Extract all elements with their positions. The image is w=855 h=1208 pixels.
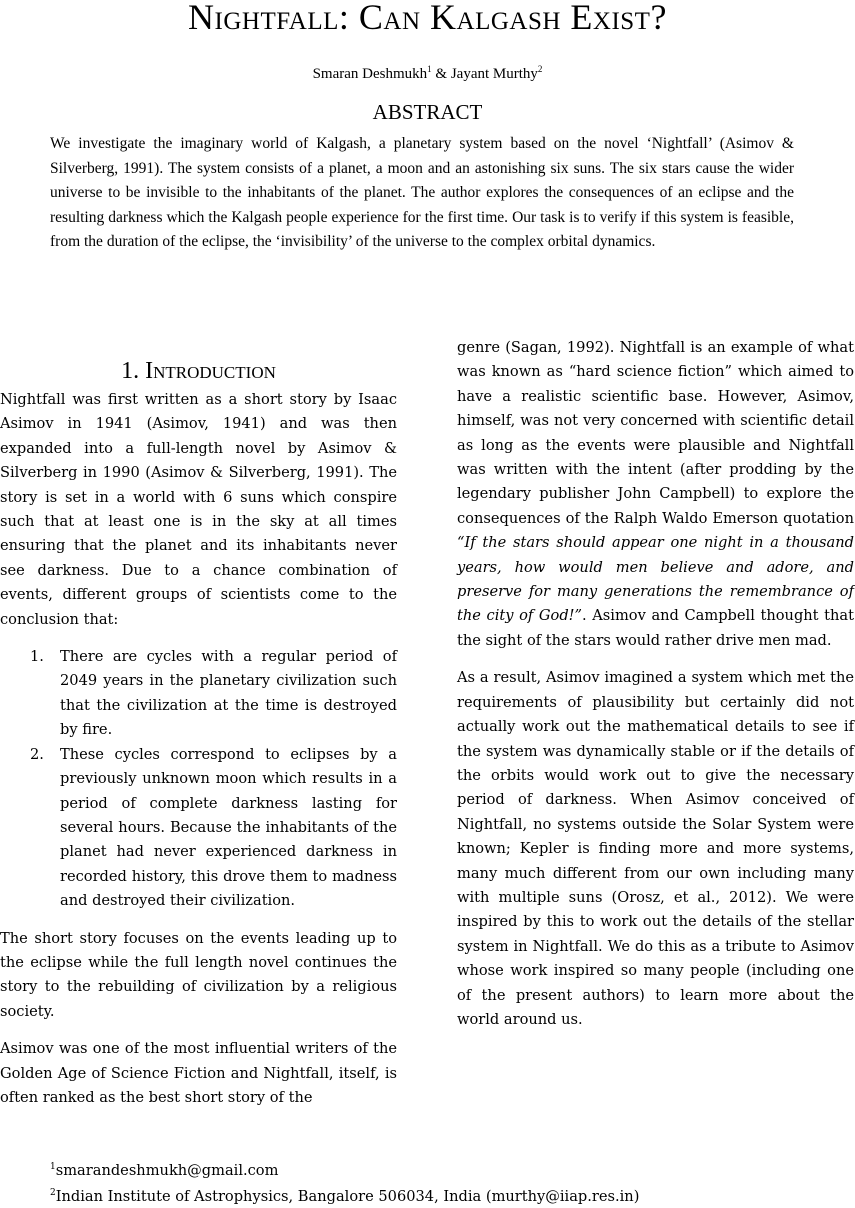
numbered-list (0, 645, 397, 913)
list-number: 1. (30, 648, 44, 666)
footnote-text: smarandeshmukh@gmail.com (55, 1161, 279, 1179)
author-name: Smaran Deshmukh (312, 66, 428, 82)
list-item (0, 645, 397, 743)
left-column (0, 356, 397, 1123)
footnote-marker: 2 (50, 1187, 56, 1198)
list-item-text: These cycles correspond to eclipses by a previously unknown moon which results in a period of complete darkness lasting for several hours. Because the inhabitants of the planet had never experienced darkness in recorded history, this drove them to madness and destroyed their civilization. (60, 745, 397, 910)
footnote (50, 1182, 639, 1208)
abstract-heading: ABSTRACT (372, 100, 483, 124)
paper-title: Nightfall: Can Kalgash Exist? (188, 0, 667, 37)
abstract-text: We investigate the imaginary world of Kalgash, a planetary system based on the novel ‘Nightfall’ (Asimov & Silverberg, 1991). The system consists of a planet, a moon and an astonishing six suns. The six stars cause the wider universe to be invisible to the inhabitants of the planet. The author explores the consequences of an eclipse and the resulting darkness which the Kalgash people experience for the first time. Our task is to verify if this system is feasible, from the duration of the eclipse, the ‘invisibility’ of the universe to the complex orbital dynamics. (50, 135, 794, 251)
emerson-quote: “If the stars should appear one night in a thousand years, how would men believe and adore, and preserve for many generations the remembrance of the city of God!” (457, 534, 854, 625)
paragraph: The short story focuses on the events leading up to the eclipse while the full length novel continues the story to the rebuilding of civilization by a religious society. (0, 929, 397, 1020)
affiliation-marker: 1 (427, 64, 432, 74)
paragraph: Nightfall was first written as a short story by Isaac Asimov in 1941 (Asimov, 1941) and was then expanded into a full-length novel by Asimov & Silverberg in 1990 (Asimov & Silverberg, 1991). The story is set in a world with 6 suns which conspire such that at least one is in the sky at all times ensuring that the planet and its inhabitants never see darkness. Due to a chance combination of events, different groups of scientists come to the conclusion that: (0, 391, 397, 628)
paragraph (457, 336, 854, 653)
footnote (50, 1156, 639, 1182)
footnote-text: Indian Institute of Astrophysics, Bangalore 506034, India (murthy@iiap.res.in) (55, 1187, 640, 1205)
author-separator: & (431, 66, 451, 82)
author-line (0, 64, 855, 83)
paragraph-text: genre (Sagan, 1992). Nightfall is an example of what was known as “hard science fiction” which aimed to have a realistic scientific base. However, Asimov, himself, was not very concerned with scientific detail as long as the events were plausible and Nightfall was written with the intent (after prodding by the legendary publisher John Campbell) to explore the consequences of the Ralph Waldo Emerson quotation (457, 339, 854, 527)
paragraph-text: . Asimov and Campbell thought that the sight of the stars would rather drive men mad. (457, 607, 854, 649)
author-name: Jayant Murthy (450, 66, 538, 82)
paragraph: Asimov was one of the most influential writers of the Golden Age of Science Fiction and Nightfall, itself, is often ranked as the best short story of the (0, 1040, 397, 1106)
list-item-text: There are cycles with a regular period of 2049 years in the planetary civilization such that the civilization at the time is destroyed by fire. (60, 648, 397, 739)
list-number: 2. (30, 745, 44, 763)
footnote-marker: 1 (50, 1162, 56, 1172)
affiliation-marker: 2 (537, 64, 543, 74)
section-heading: 1. Introduction (121, 358, 276, 384)
paragraph: As a result, Asimov imagined a system which met the requirements of plausibility but certainly did not actually work out the mathematical details to see if the system was dynamically stable or if the details of the orbits would work out to give the necessary period of darkness. When Asimov conceived of Nightfall, no systems outside the Solar System were known; Kepler is finding more and more systems, many much different from our own including many with multiple suns (Orosz, et al., 2012). We were inspired by this to work out the details of the stellar system in Nightfall. We do this as a tribute to Asimov whose work inspired so many people (including one of the present authors) to learn more about the world around us. (457, 669, 854, 1028)
right-column (457, 336, 854, 1045)
list-item (0, 743, 397, 914)
